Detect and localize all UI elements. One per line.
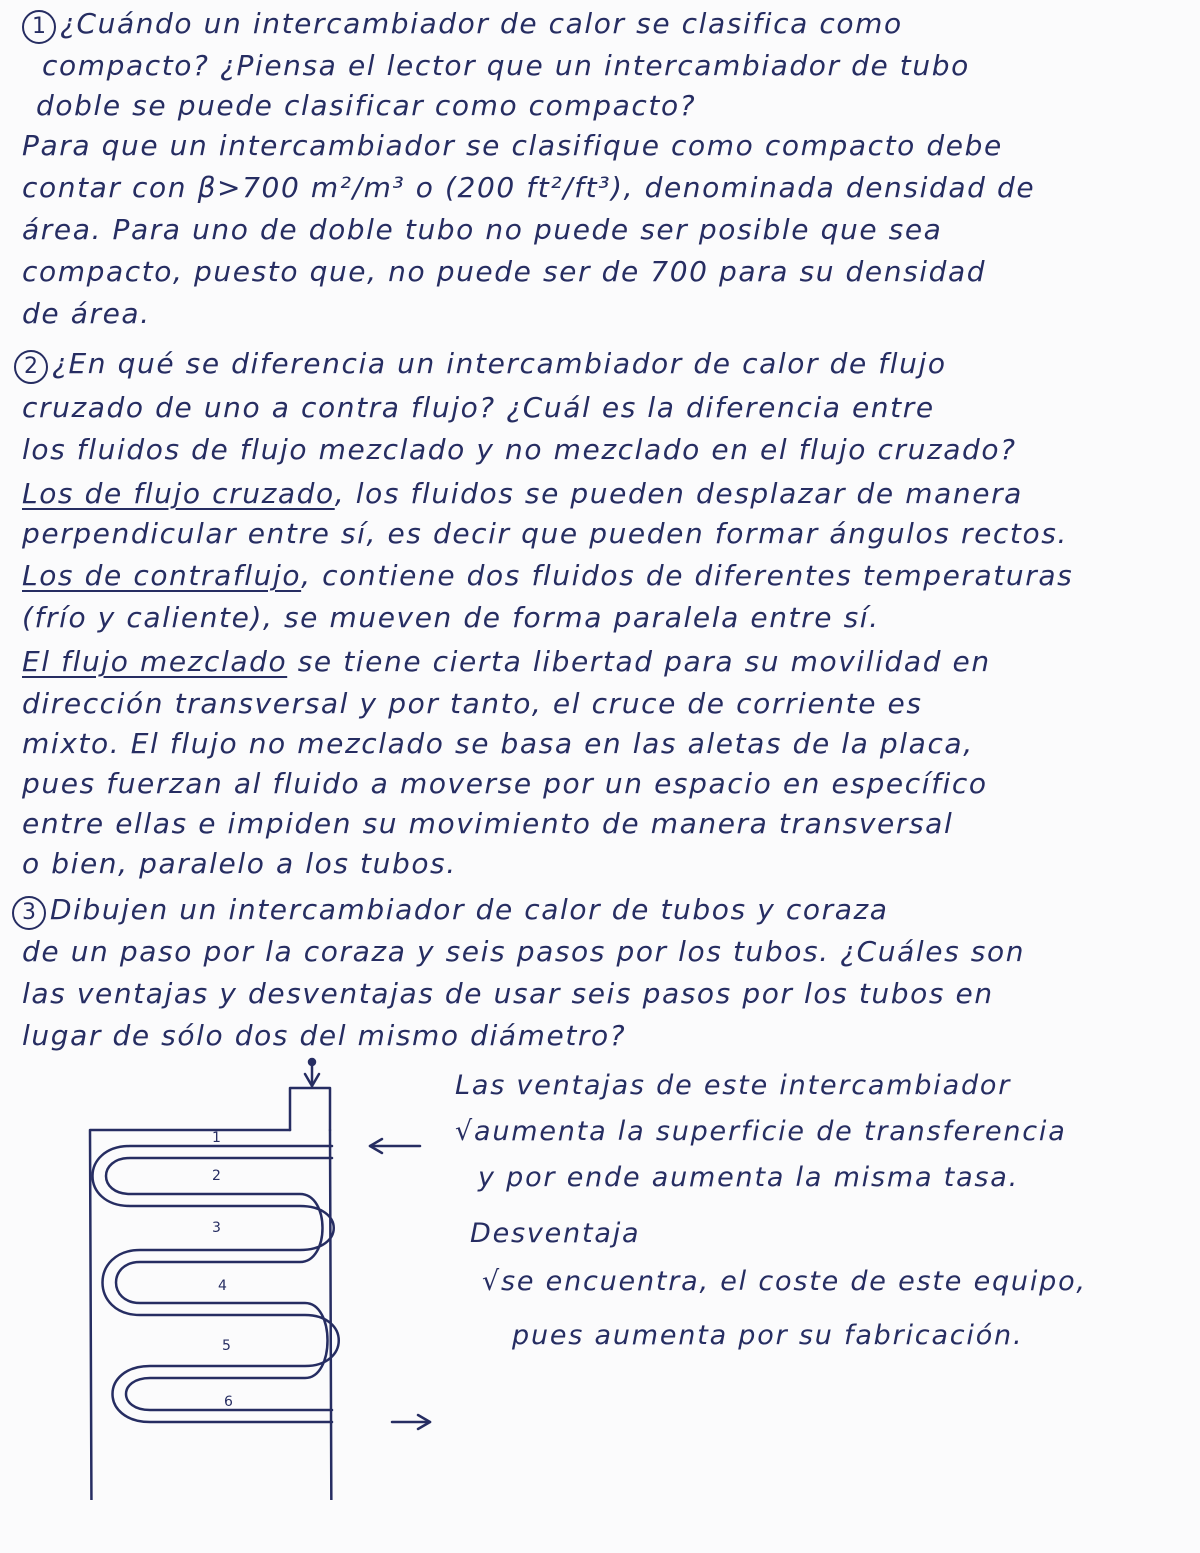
tube-bundle-outer xyxy=(93,1146,339,1422)
q2-answer-line-3: Los de contraflujo, contiene dos fluidos de diferentes temperaturas xyxy=(22,559,1074,592)
q2-answer-line-9: entre ellas e impiden su movimiento de manera transversal xyxy=(22,807,954,840)
q3-question-line-2: de un paso por la coraza y seis pasos por los tubos. ¿Cuáles son xyxy=(22,935,1026,968)
q3-question-line-3: las ventajas y desventajas de usar seis pasos por los tubos en xyxy=(22,977,994,1010)
pass-label-4: 4 xyxy=(218,1278,227,1294)
q2-answer-line-1: Los de flujo cruzado, los fluidos se pueden desplazar de manera xyxy=(22,477,1023,510)
q1-question-line-2: compacto? ¿Piensa el lector que un intercambiador de tubo xyxy=(42,49,970,82)
q1-answer-line-4: compacto, puesto que, no puede ser de 700 para su densidad xyxy=(22,255,987,288)
q2-answer-line-5: El flujo mezclado se tiene cierta libertad para su movilidad en xyxy=(22,645,991,678)
q3-answer-line-4: Desventaja xyxy=(470,1218,641,1249)
q3-answer-line-3: y por ende aumenta la misma tasa. xyxy=(478,1162,1020,1193)
q1-answer-line-1: Para que un intercambiador se clasifique como compacto debe xyxy=(22,129,1003,162)
q3-question-line-1: 3 Dibujen un intercambiador de calor de tubos y coraza xyxy=(12,892,889,930)
pass-label-1: 1 xyxy=(212,1130,221,1146)
pass-label-3: 3 xyxy=(212,1220,221,1236)
q2-answer-line-10: o bien, paralelo a los tubos. xyxy=(22,847,457,880)
q2-question-line-1: 2 ¿En qué se diferencia un intercambiador de calor de flujo xyxy=(14,346,947,384)
pass-label-6: 6 xyxy=(224,1394,233,1410)
q3-answer-line-6: pues aumenta por su fabricación. xyxy=(512,1320,1024,1351)
q2-answer-line-8: pues fuerzan al fluido a moverse por un espacio en específico xyxy=(22,767,988,800)
q2-answer-line-2: perpendicular entre sí, es decir que pueden formar ángulos rectos. xyxy=(22,517,1068,550)
pass-label-5: 5 xyxy=(222,1338,231,1354)
cross-flow-label: Los de flujo cruzado xyxy=(22,477,335,510)
q2-question-line-3: los fluidos de flujo mezclado y no mezclado en el flujo cruzado? xyxy=(22,433,1017,466)
q2-question-line-2: cruzado de uno a contra flujo? ¿Cuál es la diferencia entre xyxy=(22,391,935,424)
q1-number: 1 xyxy=(22,10,56,44)
q2-answer-line-6: dirección transversal y por tanto, el cruce de corriente es xyxy=(22,687,923,720)
q1-question-line-3: doble se puede clasificar como compacto? xyxy=(36,89,697,122)
q2-answer-line-7: mixto. El flujo no mezclado se basa en las aletas de la placa, xyxy=(22,727,974,760)
pass-label-2: 2 xyxy=(212,1168,221,1184)
q1-answer-line-2: contar con β>700 m²/m³ o (200 ft²/ft³), denominada densidad de xyxy=(22,171,1036,204)
q3-answer-line-2: √aumenta la superficie de transferencia xyxy=(455,1116,1067,1147)
inlet-nozzle xyxy=(290,1088,330,1130)
mixed-flow-label: El flujo mezclado xyxy=(22,645,288,678)
counter-flow-label: Los de contraflujo xyxy=(22,559,302,592)
q1-answer-line-3: área. Para uno de doble tubo no puede ser posible que sea xyxy=(22,213,943,246)
q3-number: 3 xyxy=(12,896,46,930)
q2-answer-line-4: (frío y caliente), se mueven de forma paralela entre sí. xyxy=(22,601,880,634)
q1-answer-line-5: de área. xyxy=(22,297,151,330)
q2-number: 2 xyxy=(14,350,48,384)
q3-answer-line-5: √se encuentra, el coste de este equipo, xyxy=(482,1266,1087,1297)
q3-answer-line-1: Las ventajas de este intercambiador xyxy=(455,1070,1012,1101)
q3-question-line-4: lugar de sólo dos del mismo diámetro? xyxy=(22,1019,627,1052)
shell-and-tube-diagram xyxy=(0,1050,470,1500)
q1-question-line-1: 1 ¿Cuándo un intercambiador de calor se clasifica como xyxy=(22,6,903,44)
